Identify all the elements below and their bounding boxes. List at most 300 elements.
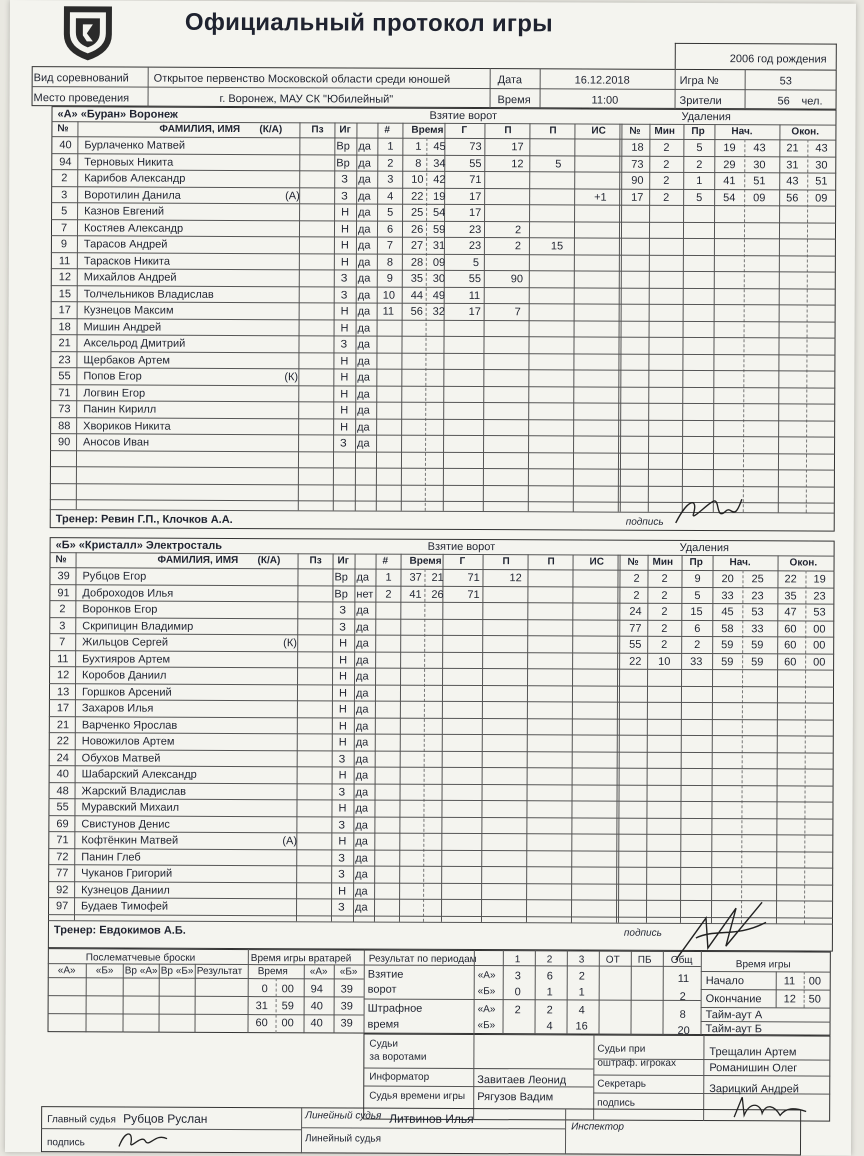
team_a-player-position: З xyxy=(341,173,348,186)
team_b-penalty-end-sec: 00 xyxy=(813,639,826,652)
team_a-goal-scorer: 5 xyxy=(472,256,480,269)
team_a-penalty-reason: 2 xyxy=(696,158,703,171)
team_b-player-number: 55 xyxy=(56,801,69,814)
team_b-penalty-end-sec: 00 xyxy=(813,656,826,669)
team_b-penalty-minutes: 2 xyxy=(661,622,668,635)
team_a-goal-assist-1: 2 xyxy=(514,240,522,253)
team_a-col-p_pr: Пр xyxy=(691,125,705,138)
team_b-player-played: да xyxy=(356,637,369,650)
team_b-player-name: Скрипицин Владимир xyxy=(82,619,194,633)
team_b-penalty-player: 24 xyxy=(629,605,642,618)
total-pim-b: 20 xyxy=(677,1024,690,1037)
team_a-col-g_is: ИС xyxy=(591,125,606,137)
team_a-player-position: Н xyxy=(340,222,349,235)
team_a-goal-minute: 56 xyxy=(410,305,423,318)
team_b-player-number: 13 xyxy=(56,685,70,698)
team_a-goal-second: 42 xyxy=(433,173,446,186)
team_b-goal-scorer: 71 xyxy=(467,588,480,601)
team_b-penalty-minutes: 2 xyxy=(661,589,668,602)
period-goals-b-1: 0 xyxy=(514,986,521,999)
team_b-goal-assist-1: 12 xyxy=(509,572,522,585)
team_a-player-played: да xyxy=(357,388,370,401)
game-no-label: Игра № xyxy=(679,74,719,88)
team_b-player-position: З xyxy=(339,604,347,617)
team_a-goals-title: Взятие ворот xyxy=(429,109,498,123)
team_b-col-ig: Иг xyxy=(337,555,349,567)
team_a-penalty-minutes: 2 xyxy=(663,174,670,187)
team_a-goal-number: 7 xyxy=(386,239,394,252)
team_b-penalty-end-sec: 00 xyxy=(813,623,826,636)
team_a-player-number: 15 xyxy=(58,287,71,300)
overtime-header: ОТ xyxy=(605,954,620,966)
team_a-penalty-start-sec: 30 xyxy=(753,158,766,171)
team_b-player-played: да xyxy=(355,769,369,782)
team_a-player-played: да xyxy=(357,421,370,434)
team_a-goal-second: 30 xyxy=(432,272,446,285)
team_b-penalty-start-min: 20 xyxy=(721,573,734,586)
goalie-col-b: «Б» xyxy=(339,966,358,978)
team_b-penalty-start-sec: 23 xyxy=(751,589,764,602)
team_a-col-ka: (К/А) xyxy=(259,124,283,136)
team_b-player-played: да xyxy=(355,802,369,815)
team_b-player-position: Н xyxy=(338,686,347,699)
goalie-row-a: 94 xyxy=(310,983,323,996)
team_a-player-name: Воротилин Данила xyxy=(84,188,181,202)
penalty-judges-label-2: оштраф. игроках xyxy=(597,1057,676,1069)
goalie-row-a: 40 xyxy=(310,1000,323,1013)
team_a-col-p_min: Мин xyxy=(654,125,675,137)
team_b-player-number: 97 xyxy=(56,900,69,913)
spectators-label: Зрители xyxy=(679,94,722,108)
secretary-sign-label: подпись xyxy=(597,1097,636,1109)
team_b-player-played: да xyxy=(355,868,368,881)
shootout-col-b: «Б» xyxy=(95,965,114,977)
team_b-player-position: Н xyxy=(338,884,347,897)
team_b-coach: Тренер: Евдокимов А.Б. xyxy=(53,924,186,937)
goalie-col-a: «А» xyxy=(309,966,328,978)
game-no-value: 53 xyxy=(779,75,792,88)
team_a-goal-assist-1: 90 xyxy=(510,273,524,286)
team_a-player-number: 5 xyxy=(61,205,68,218)
team_a-player-position: З xyxy=(340,437,347,450)
team_a-player-position: З xyxy=(340,288,348,301)
team_b-penalty-reason: 33 xyxy=(690,655,703,668)
team_a-player-played: да xyxy=(357,223,371,236)
team_a-penalty-start-sec: 51 xyxy=(753,175,766,188)
period-pim-a-2: 2 xyxy=(546,1004,553,1017)
goals-row-label-1: Взятие xyxy=(367,968,404,981)
inspector-label: Инспектор xyxy=(571,1121,625,1133)
period-pim-a-1: 2 xyxy=(514,1004,521,1017)
team_a-col-g_p2: П xyxy=(549,125,557,137)
team_a-goal-second: 45 xyxy=(433,140,446,153)
team_a-goal-scorer: 17 xyxy=(468,306,481,319)
team_a-player-played: да xyxy=(357,355,371,368)
period-1-header: 1 xyxy=(514,954,521,966)
linesman-2-label: Линейный судья xyxy=(305,1133,382,1145)
total-pim-a: 8 xyxy=(679,1008,686,1021)
informer-name: Завитаев Леонид xyxy=(477,1074,567,1087)
team_a-goal-minute: 22 xyxy=(411,190,424,203)
team_b-player-played: да xyxy=(355,852,368,865)
team_b-penalty-start-sec: 25 xyxy=(751,573,764,586)
team_b-penalty-reason: 6 xyxy=(694,622,701,635)
team_a-penalty-start-min: 54 xyxy=(723,191,736,204)
team_b-penalty-start-sec: 59 xyxy=(751,639,764,652)
team_a-player-name: Аносов Иван xyxy=(83,436,150,449)
team_a-player-position: Вр xyxy=(336,140,350,153)
team_b-player-name: Обухов Матвей xyxy=(81,751,161,765)
team_b-player-number: 3 xyxy=(59,619,66,632)
team_a-goal-scorer: 11 xyxy=(468,289,481,302)
team_a-player-position: Н xyxy=(340,321,349,334)
team_b-player-name: Кузнецов Даниил xyxy=(81,883,170,897)
team_b-penalty-end-sec: 19 xyxy=(813,573,826,586)
team_b-player-position: З xyxy=(338,901,345,914)
team_a-goal-number: 10 xyxy=(382,289,395,302)
team_a-player-number: 17 xyxy=(58,304,71,317)
start-label: Начало xyxy=(705,975,745,988)
time-value: 11:00 xyxy=(591,94,619,107)
team_b-player-role: (К) xyxy=(283,637,297,650)
team_b-player-number: 17 xyxy=(56,702,70,715)
team_a-penalty-end-min: 21 xyxy=(786,142,799,155)
team_a-goal-minute: 1 xyxy=(415,140,422,153)
periods-title: Результат по периодам xyxy=(368,953,477,966)
team_a-player-played: да xyxy=(357,305,371,318)
team_b-player-position: Н xyxy=(338,736,347,749)
team_a-goal-assist-2: 5 xyxy=(555,157,562,170)
team_b-player-name: Доброходов Илья xyxy=(82,586,174,600)
team_a-col-no: № xyxy=(57,123,69,135)
team_b-col-name: ФАМИЛИЯ, ИМЯ xyxy=(157,554,239,567)
team_a-goal-assist-1: 17 xyxy=(511,141,524,154)
pim-row-label-2: время xyxy=(367,1018,400,1031)
team_a-player-role: (К) xyxy=(284,371,299,384)
team_a-goal-number: 3 xyxy=(387,173,394,186)
team_a-player-number: 71 xyxy=(58,386,71,399)
period-goals-a-2: 6 xyxy=(546,970,553,983)
team_a-goal-scorer: 55 xyxy=(469,157,482,170)
shootout-header: ПБ xyxy=(637,954,652,966)
team_a-goal-assist-1: 7 xyxy=(514,306,521,319)
team_a-player-position: Н xyxy=(340,387,349,400)
team_a-player-name: Михайлов Андрей xyxy=(83,271,177,284)
period-pim-a-3: 4 xyxy=(578,1004,585,1017)
penalty-judges-label-1: Судьи при xyxy=(597,1043,646,1055)
team_a-goal-minute: 35 xyxy=(410,272,424,285)
team_b-player-name: Муравский Михаил xyxy=(81,801,180,814)
team_a-player-number: 3 xyxy=(61,188,68,201)
team_b-player-name: Шабарский Александр xyxy=(81,768,197,781)
goalie-row-second: 00 xyxy=(281,983,294,996)
team_a-penalty-player: 90 xyxy=(631,174,644,187)
team_a-player-played: да xyxy=(357,272,371,285)
team_a-goal-second: 59 xyxy=(432,223,446,236)
team_a-player-name: Толчельников Владислав xyxy=(83,287,214,301)
goal-judges-label-2: за воротами xyxy=(369,1051,427,1063)
team_a-penalty-end-sec: 30 xyxy=(815,159,828,172)
team_b-player-position: З xyxy=(338,868,345,881)
team_a-player-number: 11 xyxy=(58,254,71,267)
team_b-player-played: да xyxy=(355,885,368,898)
goalie-time-title: Время игры вратарей xyxy=(250,953,352,965)
team_b-penalty-end-min: 35 xyxy=(784,589,797,602)
team_b-player-number: 21 xyxy=(56,718,70,731)
spectators-unit: чел. xyxy=(801,95,823,108)
team_a-goal-minute: 28 xyxy=(410,256,424,269)
team_a-player-played: да xyxy=(358,206,371,219)
team_a-col-g_no: # xyxy=(384,124,391,136)
team_b-player-position: Н xyxy=(339,670,348,683)
team_a-player-name: Панин Кирилл xyxy=(83,403,157,416)
team_b-player-position: З xyxy=(339,620,346,633)
coach-b-signature xyxy=(666,898,776,968)
team_b-penalty-reason: 2 xyxy=(694,638,701,652)
team_a-penalty-player: 17 xyxy=(631,191,644,204)
period-goals-b-2: 1 xyxy=(546,986,553,999)
team_b-col-g_p2: П xyxy=(547,556,555,568)
team_b-player-number: 2 xyxy=(59,603,66,616)
team_b-col-p_start: Нач. xyxy=(729,557,751,569)
team_a-player-number: 94 xyxy=(59,155,72,168)
team_b-player-number: 7 xyxy=(59,636,66,649)
team_a-penalty-end-sec: 43 xyxy=(815,142,828,155)
team_b-player-position: З xyxy=(338,818,346,831)
timeout-a-label: Тайм-аут А xyxy=(705,1009,763,1022)
team_a-penalty-end-sec: 51 xyxy=(815,175,828,188)
team_b-penalty-player: 55 xyxy=(629,638,642,651)
team_b-player-played: да xyxy=(355,720,369,733)
team_a-goal-minute: 10 xyxy=(411,173,424,186)
team_b-player-name: Рубцов Егор xyxy=(82,570,147,583)
total-goals-b: 2 xyxy=(679,990,686,1003)
team_b-penalty-end-min: 60 xyxy=(784,639,797,652)
timeout-b-label: Тайм-аут Б xyxy=(705,1023,763,1036)
place-value: г. Воронеж, МАУ СК "Юбилейный" xyxy=(219,92,394,106)
team_a-penalty-start-min: 19 xyxy=(723,142,736,155)
team_b-col-p_pr: Пр xyxy=(689,556,703,569)
date-label: Дата xyxy=(497,74,523,87)
team_a-player-number: 73 xyxy=(58,403,71,416)
team_a-player-number: 9 xyxy=(60,238,68,251)
team_b-player-played: да xyxy=(355,687,369,700)
team_a-player-name: Кузнецов Максим xyxy=(83,304,174,317)
team_a-goal-scorer: 23 xyxy=(468,240,482,253)
goalie-row-minute: 60 xyxy=(255,1017,268,1030)
team_a-goal-minute: 8 xyxy=(415,157,422,170)
timekeeper-name: Рягузов Вадим xyxy=(477,1091,554,1104)
informer-label: Информатор xyxy=(369,1071,430,1083)
secretary-name: Зарицкий Андрей xyxy=(709,1083,799,1096)
team_a-penalty-end-min: 56 xyxy=(786,191,799,204)
place-label: Место проведения xyxy=(33,92,130,105)
team_a-player-name: Аксельрод Дмитрий xyxy=(83,337,186,350)
end-min: 50 xyxy=(808,993,821,1006)
team_b-penalty-start-sec: 33 xyxy=(751,622,764,635)
team_a-goal-second: 32 xyxy=(432,305,445,318)
team_a-player-played: да xyxy=(357,256,371,269)
team_a-player-position: Н xyxy=(340,255,349,268)
team_a-player-name: Костяев Александр xyxy=(83,221,184,235)
team_b-penalty-minutes: 2 xyxy=(661,572,668,585)
team_b-player-played: да xyxy=(356,621,369,634)
team_b-player-number: 40 xyxy=(56,768,69,781)
team_a-penalty-player: 18 xyxy=(631,141,644,154)
team_b-player-position: Вр xyxy=(334,571,348,584)
team_b-col-p_min: Мин xyxy=(652,556,674,568)
team_a-player-position: З xyxy=(340,338,348,351)
team_b-player-name: Свистунов Денис xyxy=(81,817,170,831)
team_b-penalty-start-min: 59 xyxy=(721,639,734,652)
head-referee-name: Рубцов Руслан xyxy=(123,1111,208,1126)
team_a-col-p_no: № xyxy=(629,125,641,137)
team_b-penalty-end-min: 47 xyxy=(784,606,797,619)
team_a-goal-assist-1: 2 xyxy=(514,223,522,236)
team_a-goal-situation: +1 xyxy=(594,191,607,204)
team_a-goal-number: 6 xyxy=(386,223,394,236)
team_b-player-name: Будаев Тимофей xyxy=(81,900,169,913)
period-3-header: 3 xyxy=(578,954,585,966)
goalie-row-minute: 0 xyxy=(261,983,268,996)
team_b-player-number: 11 xyxy=(57,652,69,665)
team_a-player-number: 21 xyxy=(58,337,71,350)
team_a-player-played: да xyxy=(358,157,371,170)
end-label: Окончание xyxy=(705,993,762,1006)
team_b-player-position: Н xyxy=(339,653,348,666)
linesman-1-label: Линейный судья xyxy=(305,1110,382,1122)
team_b-goal-scorer: 71 xyxy=(467,572,480,585)
team_b-penalty-end-sec: 23 xyxy=(813,590,826,603)
team_a-goal-scorer: 23 xyxy=(468,223,482,236)
team_a-penalty-end-min: 31 xyxy=(786,158,799,171)
team_a-col-g_g: Г xyxy=(461,124,468,136)
team_b-player-name: Кофтёнкин Матвей xyxy=(81,834,179,847)
team_b-player-role: (А) xyxy=(282,835,298,848)
team_b-player-name: Коробов Даниил xyxy=(82,669,167,682)
penalty-judge-1: Трещалин Артем xyxy=(709,1046,797,1059)
spectators-value: 56 xyxy=(777,95,790,108)
team_b-player-name: Жарский Владислав xyxy=(81,784,187,798)
total-header: Общ xyxy=(670,954,693,966)
team_a-goal-minute: 27 xyxy=(410,239,424,252)
team_b-goal-minute: 37 xyxy=(409,571,422,584)
team_a-goal-number: 8 xyxy=(386,256,394,269)
shootout-col-gk-b: Вр «Б» xyxy=(160,965,194,977)
team_a-goal-scorer: 17 xyxy=(469,207,482,220)
team_b-team-title: «Б» «Кристалл» Электросталь xyxy=(55,539,223,552)
pim-team-b-tag: «Б» xyxy=(477,1020,496,1032)
team_b-player-number: 72 xyxy=(56,850,69,863)
team_b-goal-minute: 41 xyxy=(409,588,422,601)
team_a-penalty-start-sec: 09 xyxy=(753,191,766,204)
team_b-penalty-reason: 5 xyxy=(694,589,701,602)
team_b-player-played: да xyxy=(356,654,369,667)
team_a-goal-second: 54 xyxy=(433,206,446,219)
team_b-player-played: да xyxy=(356,604,369,617)
team_a-goal-minute: 44 xyxy=(410,289,423,302)
team_a-penalty-reason: 1 xyxy=(696,174,703,188)
team_a-player-position: Н xyxy=(340,404,349,417)
team_a-player-name: Бурлаченко Матвей xyxy=(84,139,186,152)
team_a-col-name: ФАМИЛИЯ, ИМЯ xyxy=(159,123,241,136)
team_a-goal-minute: 25 xyxy=(411,206,424,219)
team_b-penalty-end-min: 22 xyxy=(784,573,797,586)
team_b-player-position: З xyxy=(338,785,346,798)
team_a-goal-second: 49 xyxy=(432,289,445,302)
team_b-col-g_time: Время xyxy=(409,555,442,567)
protocol-sheet xyxy=(5,0,856,1156)
team_a-penalty-end-min: 43 xyxy=(786,175,799,188)
team_a-player-role: (А) xyxy=(285,189,300,202)
team_a-player-played: да xyxy=(358,173,371,186)
team_b-player-number: 24 xyxy=(56,751,69,764)
team_a-player-position: Н xyxy=(340,305,349,318)
team_a-goal-scorer: 73 xyxy=(469,141,482,154)
team_a-goal-number: 2 xyxy=(387,157,394,170)
team_b-player-name: Панин Глеб xyxy=(81,850,141,864)
team_b-goal-second: 21 xyxy=(431,571,444,584)
team_a-player-number: 7 xyxy=(60,221,68,234)
goalie-row-b: 39 xyxy=(340,1000,353,1013)
team_a-col-ig: Иг xyxy=(339,124,351,136)
penalty-judge-2: Романишин Олег xyxy=(709,1062,798,1075)
period-pim-b-2: 4 xyxy=(546,1020,553,1033)
team_b-col-g_g: Г xyxy=(459,555,466,567)
shootout-title: Послематчевые броски xyxy=(85,952,196,964)
team_a-penalty-start-min: 41 xyxy=(723,175,736,188)
team_b-player-name: Новожилов Артем xyxy=(81,735,175,748)
team_a-coach: Тренер: Ревин Г.П., Клочков А.А. xyxy=(55,513,233,526)
team_b-penalty-start-min: 59 xyxy=(721,655,734,668)
pim-team-a-tag: «А» xyxy=(477,1004,496,1016)
team_b-player-number: 71 xyxy=(56,834,69,847)
team_b-player-position: Н xyxy=(338,703,347,716)
team_b-penalty-end-min: 60 xyxy=(784,622,797,635)
team_b-player-number: 39 xyxy=(57,570,70,583)
game-time-title: Время игры xyxy=(735,959,791,971)
team_b-player-played: да xyxy=(355,786,369,799)
team_b-player-played: да xyxy=(355,835,368,848)
team_a-player-number: 2 xyxy=(61,172,68,185)
team_b-col-g_no: # xyxy=(382,555,389,567)
team_b-player-played: нет xyxy=(356,588,374,601)
team_a-player-name: Хвориков Никита xyxy=(83,419,171,433)
team_b-player-played: да xyxy=(355,901,368,914)
team_a-player-played: да xyxy=(357,289,371,302)
team_b-penalty-start-sec: 59 xyxy=(751,655,764,668)
team_b-penalty-minutes: 2 xyxy=(661,605,668,618)
team_a-col-g_p1: П xyxy=(504,125,512,137)
total-goals-a: 11 xyxy=(677,972,690,985)
team_a-goal-minute: 26 xyxy=(410,223,424,236)
team_a-sign-label: подпись xyxy=(625,516,664,528)
team_b-penalty-player: 2 xyxy=(633,589,640,602)
team_b-goal-number: 1 xyxy=(385,571,392,584)
team_a-goal-second: 31 xyxy=(432,239,446,252)
team_a-col-p_start: Нач. xyxy=(731,126,753,138)
team_b-penalty-end-min: 60 xyxy=(784,655,797,668)
team_b-player-position: З xyxy=(338,752,346,765)
team_b-col-p_end: Окон. xyxy=(789,557,818,569)
team_b-player-name: Чуканов Григорий xyxy=(81,867,173,880)
team_a-goal-number: 9 xyxy=(386,272,393,285)
team_b-col-pz: Пз xyxy=(309,555,322,567)
team_a-goal-scorer: 17 xyxy=(469,190,482,203)
team_b-player-position: Н xyxy=(338,719,347,732)
time-label: Время xyxy=(497,94,531,107)
competition-label: Вид соревнований xyxy=(33,72,129,85)
